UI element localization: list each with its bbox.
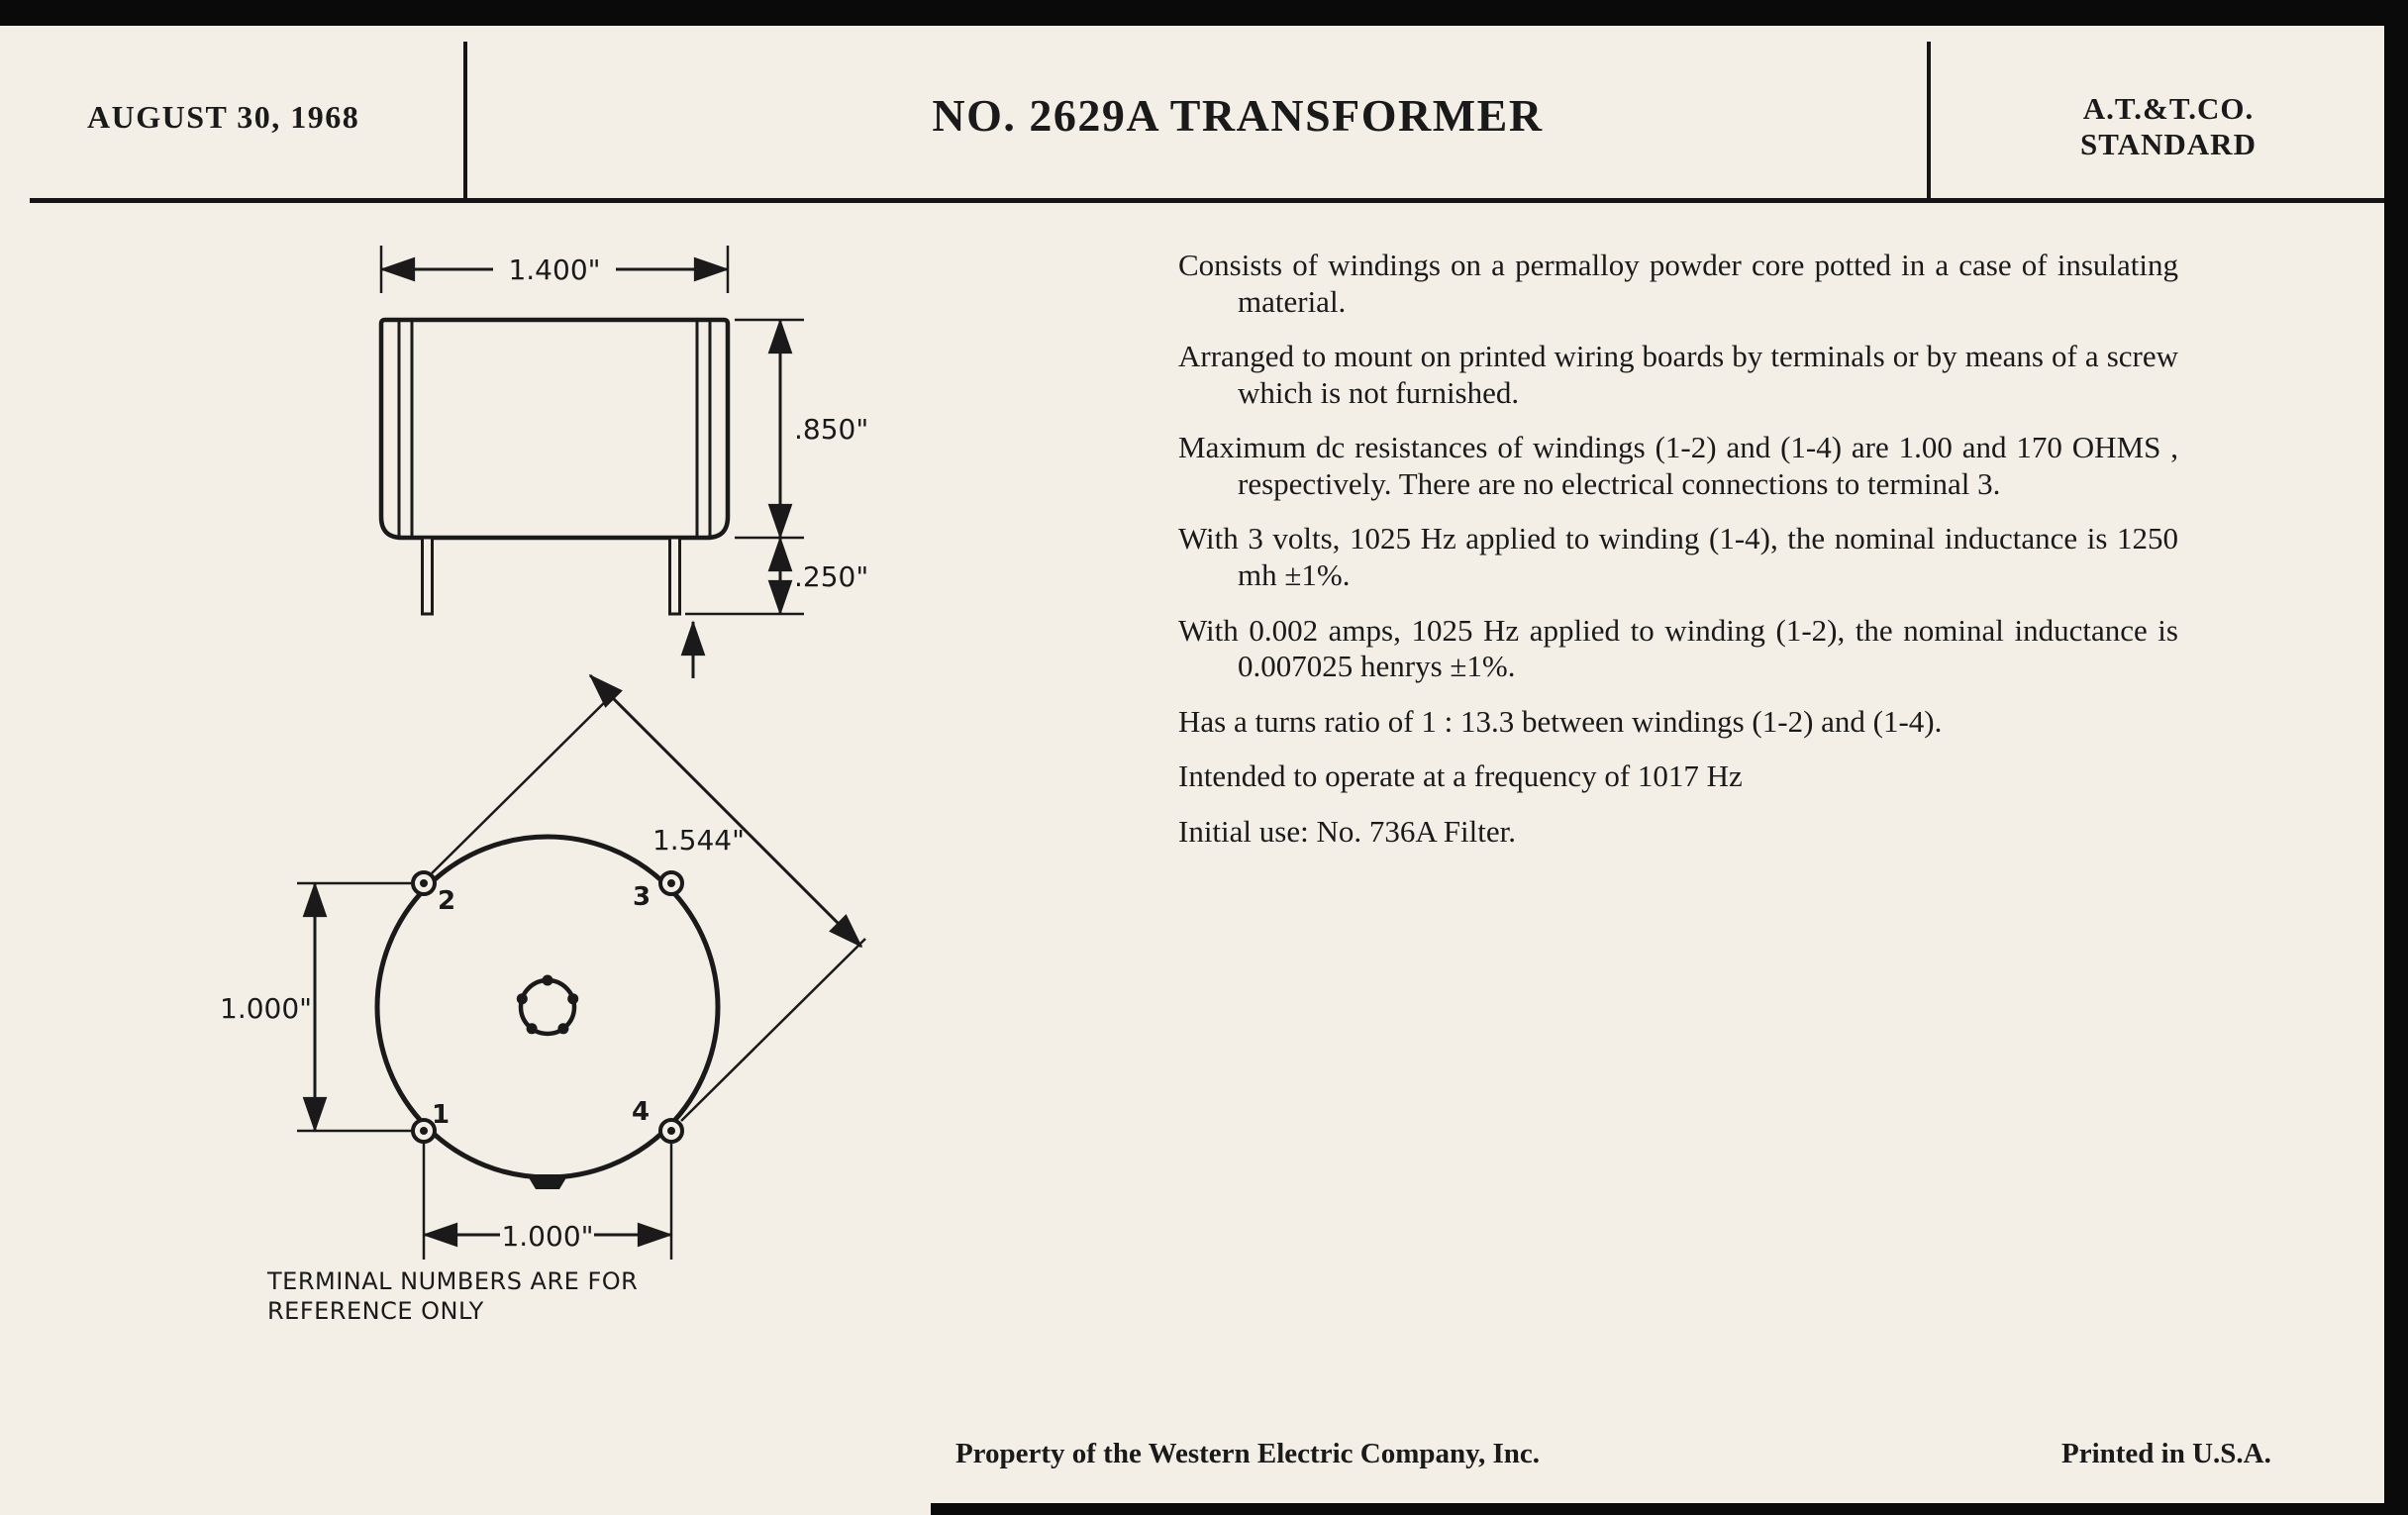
scan-edge-bottom [931,1503,2408,1515]
dim-case-height-label: .850" [794,413,869,446]
specification-text-column [1178,248,2178,869]
spec-paragraph-construction: Consists of windings on a permalloy powder core potted in a case of insulating material. [1178,248,2178,319]
org-name: A.T.&T.CO. [2082,91,2255,126]
page-title: NO. 2629A TRANSFORMER [932,90,1544,141]
spec-paragraph-inductance-1-4: With 3 volts, 1025 Hz applied to winding (1-4), the nominal inductance is 1250 mh ±1%. [1178,521,2178,593]
org-standard-label: STANDARD [2080,126,2257,161]
spec-paragraph-inductance-1-2: With 0.002 amps, 1025 Hz applied to winding (1-2), the nominal inductance is 0.007025 henrys ±1%. [1178,612,2178,684]
footer-printed-in: Printed in U.S.A. [2061,1438,2271,1469]
terminal-2-label: 2 [437,886,456,916]
terminal-note-line2: REFERENCE ONLY [267,1297,484,1325]
scan-edge-top [0,0,2408,26]
case-outline [381,320,728,538]
spec-paragraph-dc-resistance: Maximum dc resistances of windings (1-2) and (1-4) are 1.00 and 170 OHMS , respectively. There are no electrical connections to terminal 3. [1178,430,2178,501]
case-bottom-tab [527,1174,568,1189]
terminal-4-label: 4 [631,1097,651,1127]
dimension-terminal-vertical [220,883,411,1131]
center-mounting-hole [517,975,578,1035]
header-divider-left [463,42,467,202]
terminal-pin [670,538,680,614]
terminal-note-line1: TERMINAL NUMBERS ARE FOR [267,1267,639,1295]
terminal-pin [423,538,433,614]
dimension-case-width [381,246,728,293]
terminal-3-label: 3 [632,882,652,912]
scan-edge-right [2384,0,2408,1515]
spec-paragraph-frequency: Intended to operate at a frequency of 1017 Hz [1178,758,1743,794]
header-rule [30,198,2384,203]
transformer-side-view [381,246,868,678]
dimension-terminal-horizontal [424,1144,671,1260]
spec-paragraph-turns-ratio: Has a turns ratio of 1 : 13.3 between windings (1-2) and (1-4). [1178,703,1943,739]
terminal-lug-2 [413,872,435,894]
transformer-technical-drawing [99,228,990,1347]
dim-diagonal-label: 1.544" [652,824,745,857]
terminal-lug-4 [660,1120,682,1142]
spec-paragraph-initial-use: Initial use: No. 736A Filter. [1178,813,1516,849]
dimension-case-height [735,320,868,538]
dim-case-width-label: 1.400" [508,253,601,286]
header-divider-right [1927,42,1931,202]
header-organization [1970,91,2366,162]
dim-terminal-vertical-label: 1.000" [220,992,313,1025]
dim-pin-length-label: .250" [794,560,869,593]
footer-property-notice: Property of the Western Electric Company, Inc. [954,1438,1541,1469]
terminal-lug-3 [660,872,682,894]
dimension-pin-length [685,538,868,678]
spec-paragraph-mounting: Arranged to mount on printed wiring boards by terminals or by means of a screw which is not furnished. [1178,339,2178,410]
terminal-1-label: 1 [431,1100,451,1130]
header-date: AUGUST 30, 1968 [87,99,360,135]
dim-terminal-horizontal-label: 1.000" [501,1220,594,1253]
transformer-bottom-view [220,675,865,1325]
